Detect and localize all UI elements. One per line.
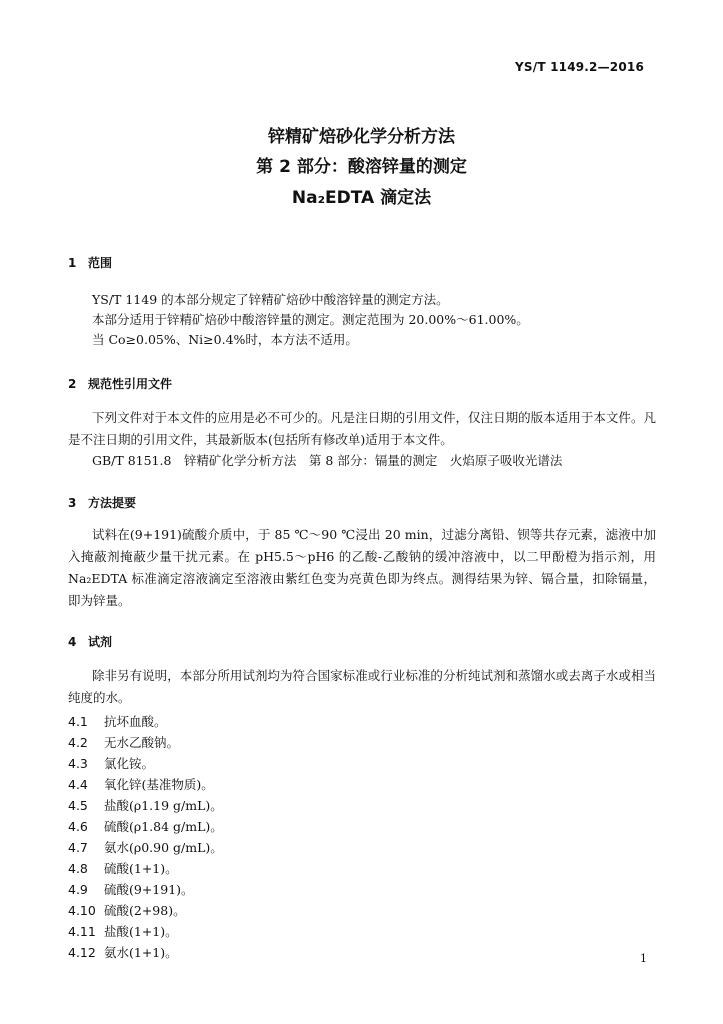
paragraph: 当 Co≥0.05%、Ni≥0.4%时，本方法不适用。 [92,332,358,347]
section-title: 方法提要 [88,496,137,510]
item-text: 硫酸(9+191)。 [104,882,194,897]
section-heading [68,494,136,511]
section-number: 1 [68,256,77,270]
list-item [68,880,194,898]
list-item [68,901,186,919]
paragraph: 试料在(9+191)硫酸介质中，于 85 ℃～90 ℃浸出 20 min，过滤分离铅、钡等共存元素，滤液中加入掩蔽剂掩蔽少量干扰元素。在 pH5.5～pH6 的乙酸-乙酸钠的缓冲溶液中，以二甲酚橙为指示剂，用 Na₂EDTA 标准滴定溶液滴定至溶液由紫红色变为亮黄色即为终点。测得结果为锌、镉合量，扣除镉量，即为锌量。 [68,527,656,608]
list-item [68,817,223,835]
item-text: 氨水(ρ0.90 g/mL)。 [104,840,223,855]
item-number: 4.4 [68,777,88,792]
list-item [68,733,179,751]
paragraph: 除非另有说明，本部分所用试剂均为符合国家标准或行业标准的分析纯试剂和蒸馏水或去离子水或相当纯度的水。 [68,668,656,705]
item-text: 硫酸(1+1)。 [104,861,178,876]
item-text: 盐酸(1+1)。 [104,924,178,939]
item-number: 4.9 [68,882,88,897]
document-method-title: Na₂EDTA 滴定法 [291,188,432,208]
item-text: 硫酸(2+98)。 [104,903,186,918]
item-text: 氨水(1+1)。 [104,945,178,960]
item-number: 4.10 [68,903,96,918]
standard-number: YS/T 1149.2—2016 [515,60,644,74]
item-number: 4.12 [68,945,96,960]
list-item [68,943,178,961]
list-item [68,859,178,877]
section-title: 试剂 [88,635,113,649]
section-number: 4 [68,635,77,649]
item-number: 4.8 [68,861,88,876]
item-number: 4.6 [68,819,88,834]
section-heading [68,254,112,271]
item-number: 4.3 [68,756,88,771]
paragraph: 下列文件对于本文件的应用是必不可少的。凡是注日期的引用文件，仅注日期的版本适用于本文件。凡是不注日期的引用文件，其最新版本(包括所有修改单)适用于本文件。 [68,410,656,447]
section-heading [68,375,172,392]
item-number: 4.2 [68,735,88,750]
list-item [68,754,154,772]
section-title: 范围 [88,256,113,270]
item-text: 氯化铵。 [104,756,155,771]
item-text: 抗坏血酸。 [104,714,167,729]
item-number: 4.7 [68,840,88,855]
list-item [68,712,167,730]
item-number: 4.11 [68,924,96,939]
item-text: 氧化锌(基准物质)。 [104,777,214,792]
item-number: 4.5 [68,798,88,813]
item-text: 盐酸(ρ1.19 g/mL)。 [104,798,223,813]
list-item [68,838,223,856]
section-number: 2 [68,377,77,391]
paragraph: YS/T 1149 的本部分规定了锌精矿焙砂中酸溶锌量的测定方法。 [92,292,449,307]
list-item [68,796,223,814]
section-heading [68,633,112,650]
paragraph: 本部分适用于锌精矿焙砂中酸溶锌量的测定。测定范围为 20.00%～61.00%。 [92,312,529,327]
list-item [68,922,178,940]
list-item [68,775,214,793]
document-subtitle: 第 2 部分：酸溶锌量的测定 [256,157,467,177]
item-text: 无水乙酸钠。 [104,735,180,750]
section-number: 3 [68,496,77,510]
normative-reference: GB/T 8151.8 锌精矿化学分析方法 第 8 部分：镉量的测定 火焰原子吸收光谱法 [92,453,563,468]
section-title: 规范性引用文件 [88,377,173,391]
document-title: 锌精矿焙砂化学分析方法 [268,127,455,147]
page-number: 1 [640,952,647,965]
item-text: 硫酸(ρ1.84 g/mL)。 [104,819,223,834]
item-number: 4.1 [68,714,88,729]
